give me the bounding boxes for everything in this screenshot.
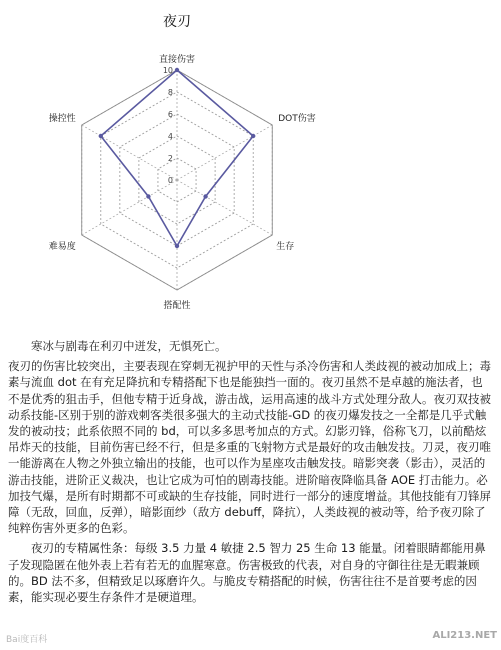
tick-label-0: 0 <box>167 176 173 185</box>
article-paragraph-2: 夜刃的专精属性条：每级 3.5 力量 4 敏捷 2.5 智力 25 生命 13 能量。闭着眼睛都能用鼻子发现隐匿在他外表上若有若无的血腥寒意。伤害极致的代表，对自身的守御往往是无暇兼顾的。BD 法不多，但精致足以琢磨许久。与脆皮专精搭配的时候，伤害往往不是首要考虑的因素，能实现必要生存条件才是硬道理。 <box>8 541 486 605</box>
tick-label-6: 6 <box>167 110 173 119</box>
series-point-0-0 <box>175 68 179 72</box>
axis-label-5: 操控性 <box>48 114 76 124</box>
axis-label-4: 难易度 <box>48 242 76 252</box>
tick-label-4: 4 <box>167 132 173 141</box>
tick-label-8: 8 <box>167 88 173 97</box>
chart-title: 夜刃 <box>163 14 191 30</box>
series-point-0-4 <box>146 194 150 198</box>
article-paragraph-1: 夜刃的伤害比较突出，主要表现在穿刺无视护甲的天性与杀冷伤害和人类歧视的被动加成上；毒素与流血 dot 在有充足降抗和专精搭配下也是能独挡一面的。夜刃虽然不是卓越的施法者，也不是优秀的狙击手，但他专精于近身战，游击战，运用高速的战斗方式处理分敌人。夜刃双技被动系技能-区别于别的游戏刺客类很多强大的主动式技能-GD 的夜刃爆发技之一全都是几乎式触发的被动技；此系依照不同的 bd，可以多多思考加点的方式。幻影刃锋，俗称飞刀，以前酷炫吊炸天的技能，目前伤害已经不行，但是多重的飞射物方式是最好的攻击触发技。刀灵，夜刃唯一能游离在人物之外独立输出的技能，也可以作为星座攻击触发技。暗影突袭（影击），灵活的游击技能，进阶正义裁决，也让它成为可怕的剧毒技能。进阶暗夜降临具备 AOE 打击能力。必加技气爆，是所有时期都不可或缺的生存技能，同时进行一部分的速度增益。其他技能有刀锋屏障（无敌，回血，反弹），暗影面纱（敌方 debuff，降抗），人类歧视的被动等，给予夜刃除了纯粹伤害外更多的色彩。 <box>8 359 491 536</box>
axis-label-3: 搭配性 <box>163 301 191 311</box>
series-point-0-1 <box>251 134 255 138</box>
series-point-0-3 <box>175 244 179 248</box>
watermark-right: ALI213.NET <box>432 630 497 641</box>
tick-label-2: 2 <box>167 154 173 163</box>
axis-label-1: DOT伤害 <box>278 114 316 124</box>
tick-label-10: 10 <box>162 66 173 75</box>
article-body <box>8 338 494 609</box>
axis-label-0: 直接伤害 <box>158 55 196 65</box>
series-point-0-5 <box>99 134 103 138</box>
spoke-4 <box>82 180 177 235</box>
axis-label-2: 生存 <box>276 242 295 252</box>
watermark-left: Bai度百科 <box>6 635 48 645</box>
spoke-2 <box>177 180 272 235</box>
series-point-0-2 <box>203 194 207 198</box>
article-lead: 寒冰与剧毒在利刃中迸发，无惧死亡。 <box>31 339 227 353</box>
